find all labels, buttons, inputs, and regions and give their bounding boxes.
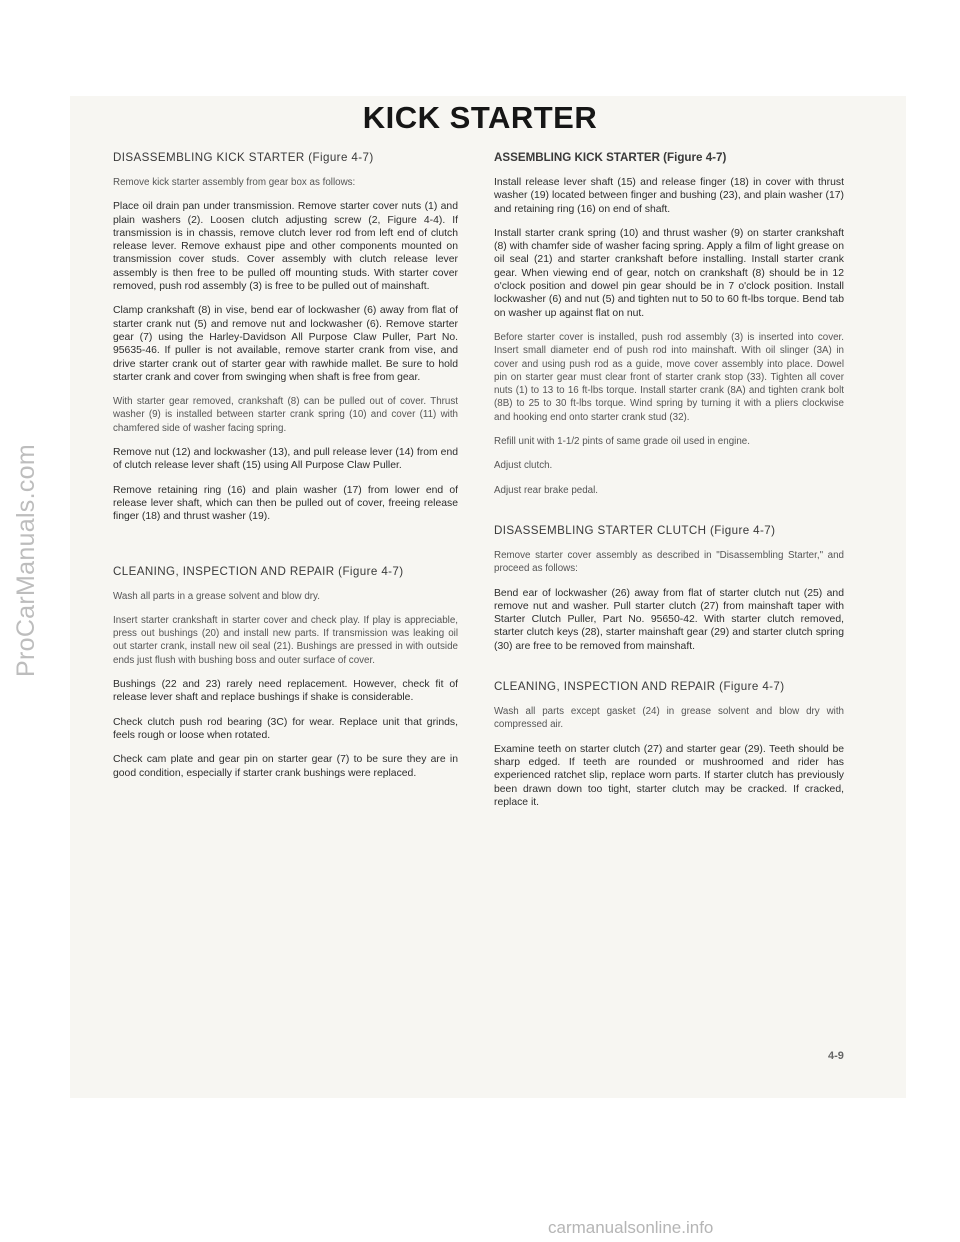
paragraph: Refill unit with 1-1/2 pints of same grade oil used in engine. (494, 436, 750, 448)
paragraph: Remove retaining ring (16) and plain washer (17) from lower end of release lever shaft, which can then be pulled out of cover, freeing release finger (18) and thrust washer (19). (113, 484, 458, 523)
section-heading: DISASSEMBLING STARTER CLUTCH (Figure 4-7) (494, 523, 776, 537)
paragraph: Examine teeth on starter clutch (27) and starter gear (29). Teeth should be sharp edged. If teeth are rounded or mushroomed and rider has experienced ratchet slip, replace worn parts. If starter clutch has previously been drawn down too tight, starter clutch may be cracked. If cracked, replace it. (494, 743, 844, 808)
side-watermark (8, 380, 44, 740)
page-title: KICK STARTER (362, 100, 598, 135)
right-column (494, 150, 844, 820)
paragraph: Place oil drain pan under transmission. Remove starter cover nuts (1) and plain washers (2). Loosen clutch adjusting screw (2, Figure 4-4). If transmission is in chassis, remove clutch lever rod from left end of clutch release lever. Remove exhaust pipe and other components mounted on transmission cover studs. Cover assembly with clutch release lever assembly is then free to be pulled off mounting studs. With starter cover removed, push rod assembly (3) is free to be pulled out of mainshaft. (113, 201, 458, 293)
section-heading: CLEANING, INSPECTION AND REPAIR (Figure 4-7) (113, 564, 404, 578)
section-heading: DISASSEMBLING KICK STARTER (Figure 4-7) (113, 151, 374, 164)
page-number: 4-9 (828, 1050, 844, 1062)
paragraph: Install release lever shaft (15) and release finger (18) in cover with thrust washer (19) located between finger and bushing (23), and plain washer (17) and retaining ring (16) on end of shaft. (494, 177, 844, 215)
paragraph: Check clutch push rod bearing (3C) for wear. Replace unit that grinds, feels rough or loose when rotated. (113, 716, 458, 741)
section-heading: ASSEMBLING KICK STARTER (Figure 4-7) (494, 151, 727, 164)
paragraph: Before starter cover is installed, push rod assembly (3) is inserted into cover. Insert small diameter end of push rod into mainshaft. With oil slinger (3A) in cover and using push rod as a guide, move cover assembly into place. Dowel pin on starter gear must clear front of starter crank stop (33). Tighten all cover nuts (1) to 13 to 16 ft-lbs torque. Install starter crank (8A) and tighten crank bolt (8B) to 25 to 30 ft-lbs torque. Wind spring by turning it with a pliers clockwise and hooking end onto starter crank stud (32). (494, 331, 844, 423)
footer-watermark: carmanualsonline.info (548, 1218, 714, 1237)
paragraph: Remove kick starter assembly from gear box as follows: (113, 177, 356, 188)
paragraph: Remove starter cover assembly as described in "Disassembling Starter," and proceed as follows: (494, 549, 844, 575)
paragraph: Bushings (22 and 23) rarely need replacement. However, check fit of release lever shaft and replace bushings if shake is considerable. (113, 679, 458, 704)
paragraph: Adjust clutch. (494, 460, 553, 472)
paragraph: With starter gear removed, crankshaft (8) can be pulled out of cover. Thrust washer (9) is installed between starter crank spring (10) and cover (11) with chamfered side of washer facing spring. (113, 396, 458, 434)
paragraph: Insert starter crankshaft in starter cover and check play. If play is appreciable, press out bushings (20) and install new parts. If transmission was leaking oil out starter crank, install new oil seal (21). Bushings are pressed in with outside ends just flush with bushing boss and outer surface of cover. (113, 614, 458, 666)
paragraph: Wash all parts in a grease solvent and blow dry. (113, 590, 320, 602)
paragraph: Bend ear of lockwasher (26) away from flat of starter clutch nut (25) and remove nut and washer. Pull starter clutch (27) from mainshaft taper with Starter Clutch Puller, Part No. 95650-42. With starter clutch removed, starter clutch keys (28), starter mainshaft gear (29) and starter clutch spring (30) are free to be removed from mainshaft. (494, 587, 844, 652)
left-column (113, 150, 458, 791)
paragraph: Adjust rear brake pedal. (494, 484, 599, 496)
paragraph: Install starter crank spring (10) and thrust washer (9) on starter crankshaft (8) with chamfer side of washer facing spring. Apply a film of light grease on oil seal (21) and starter crankshaft before installing. Install starter crank gear. When viewing end of gear, notch on crankshaft (8) should be in 12 o'clock position and dowel pin gear should be in 7 o'clock position. Install lockwasher (6) and nut (5) and tighten nut to 50 to 60 ft-lbs torque. Bend tab on washer up against flat on nut. (494, 227, 844, 319)
paragraph: Remove nut (12) and lockwasher (13), and pull release lever (14) from end of clutch release lever shaft (15) using All Purpose Claw Puller. (113, 447, 458, 472)
paragraph: Clamp crankshaft (8) in vise, bend ear of lockwasher (6) away from flat of starter crank nut (5) and remove nut and lockwasher (6). Remove starter gear (7) using the Harley-Davidson All Purpose Claw Puller, Part No. 95635-46. If puller is not available, remove starter crank from vise, and drive starter crank out of starter gear with rawhide mallet. Be sure to hold starter crank and cover from swinging when shaft is free from gear. (113, 305, 458, 383)
section-heading: CLEANING, INSPECTION AND REPAIR (Figure 4-7) (494, 680, 785, 694)
side-watermark-text: ProCarManuals.com (11, 443, 40, 677)
paragraph: Check cam plate and gear pin on starter gear (7) to be sure they are in good condition, especially if starter crank bushings were replaced. (113, 754, 458, 779)
paragraph: Wash all parts except gasket (24) in grease solvent and blow dry with compressed air. (494, 706, 844, 731)
